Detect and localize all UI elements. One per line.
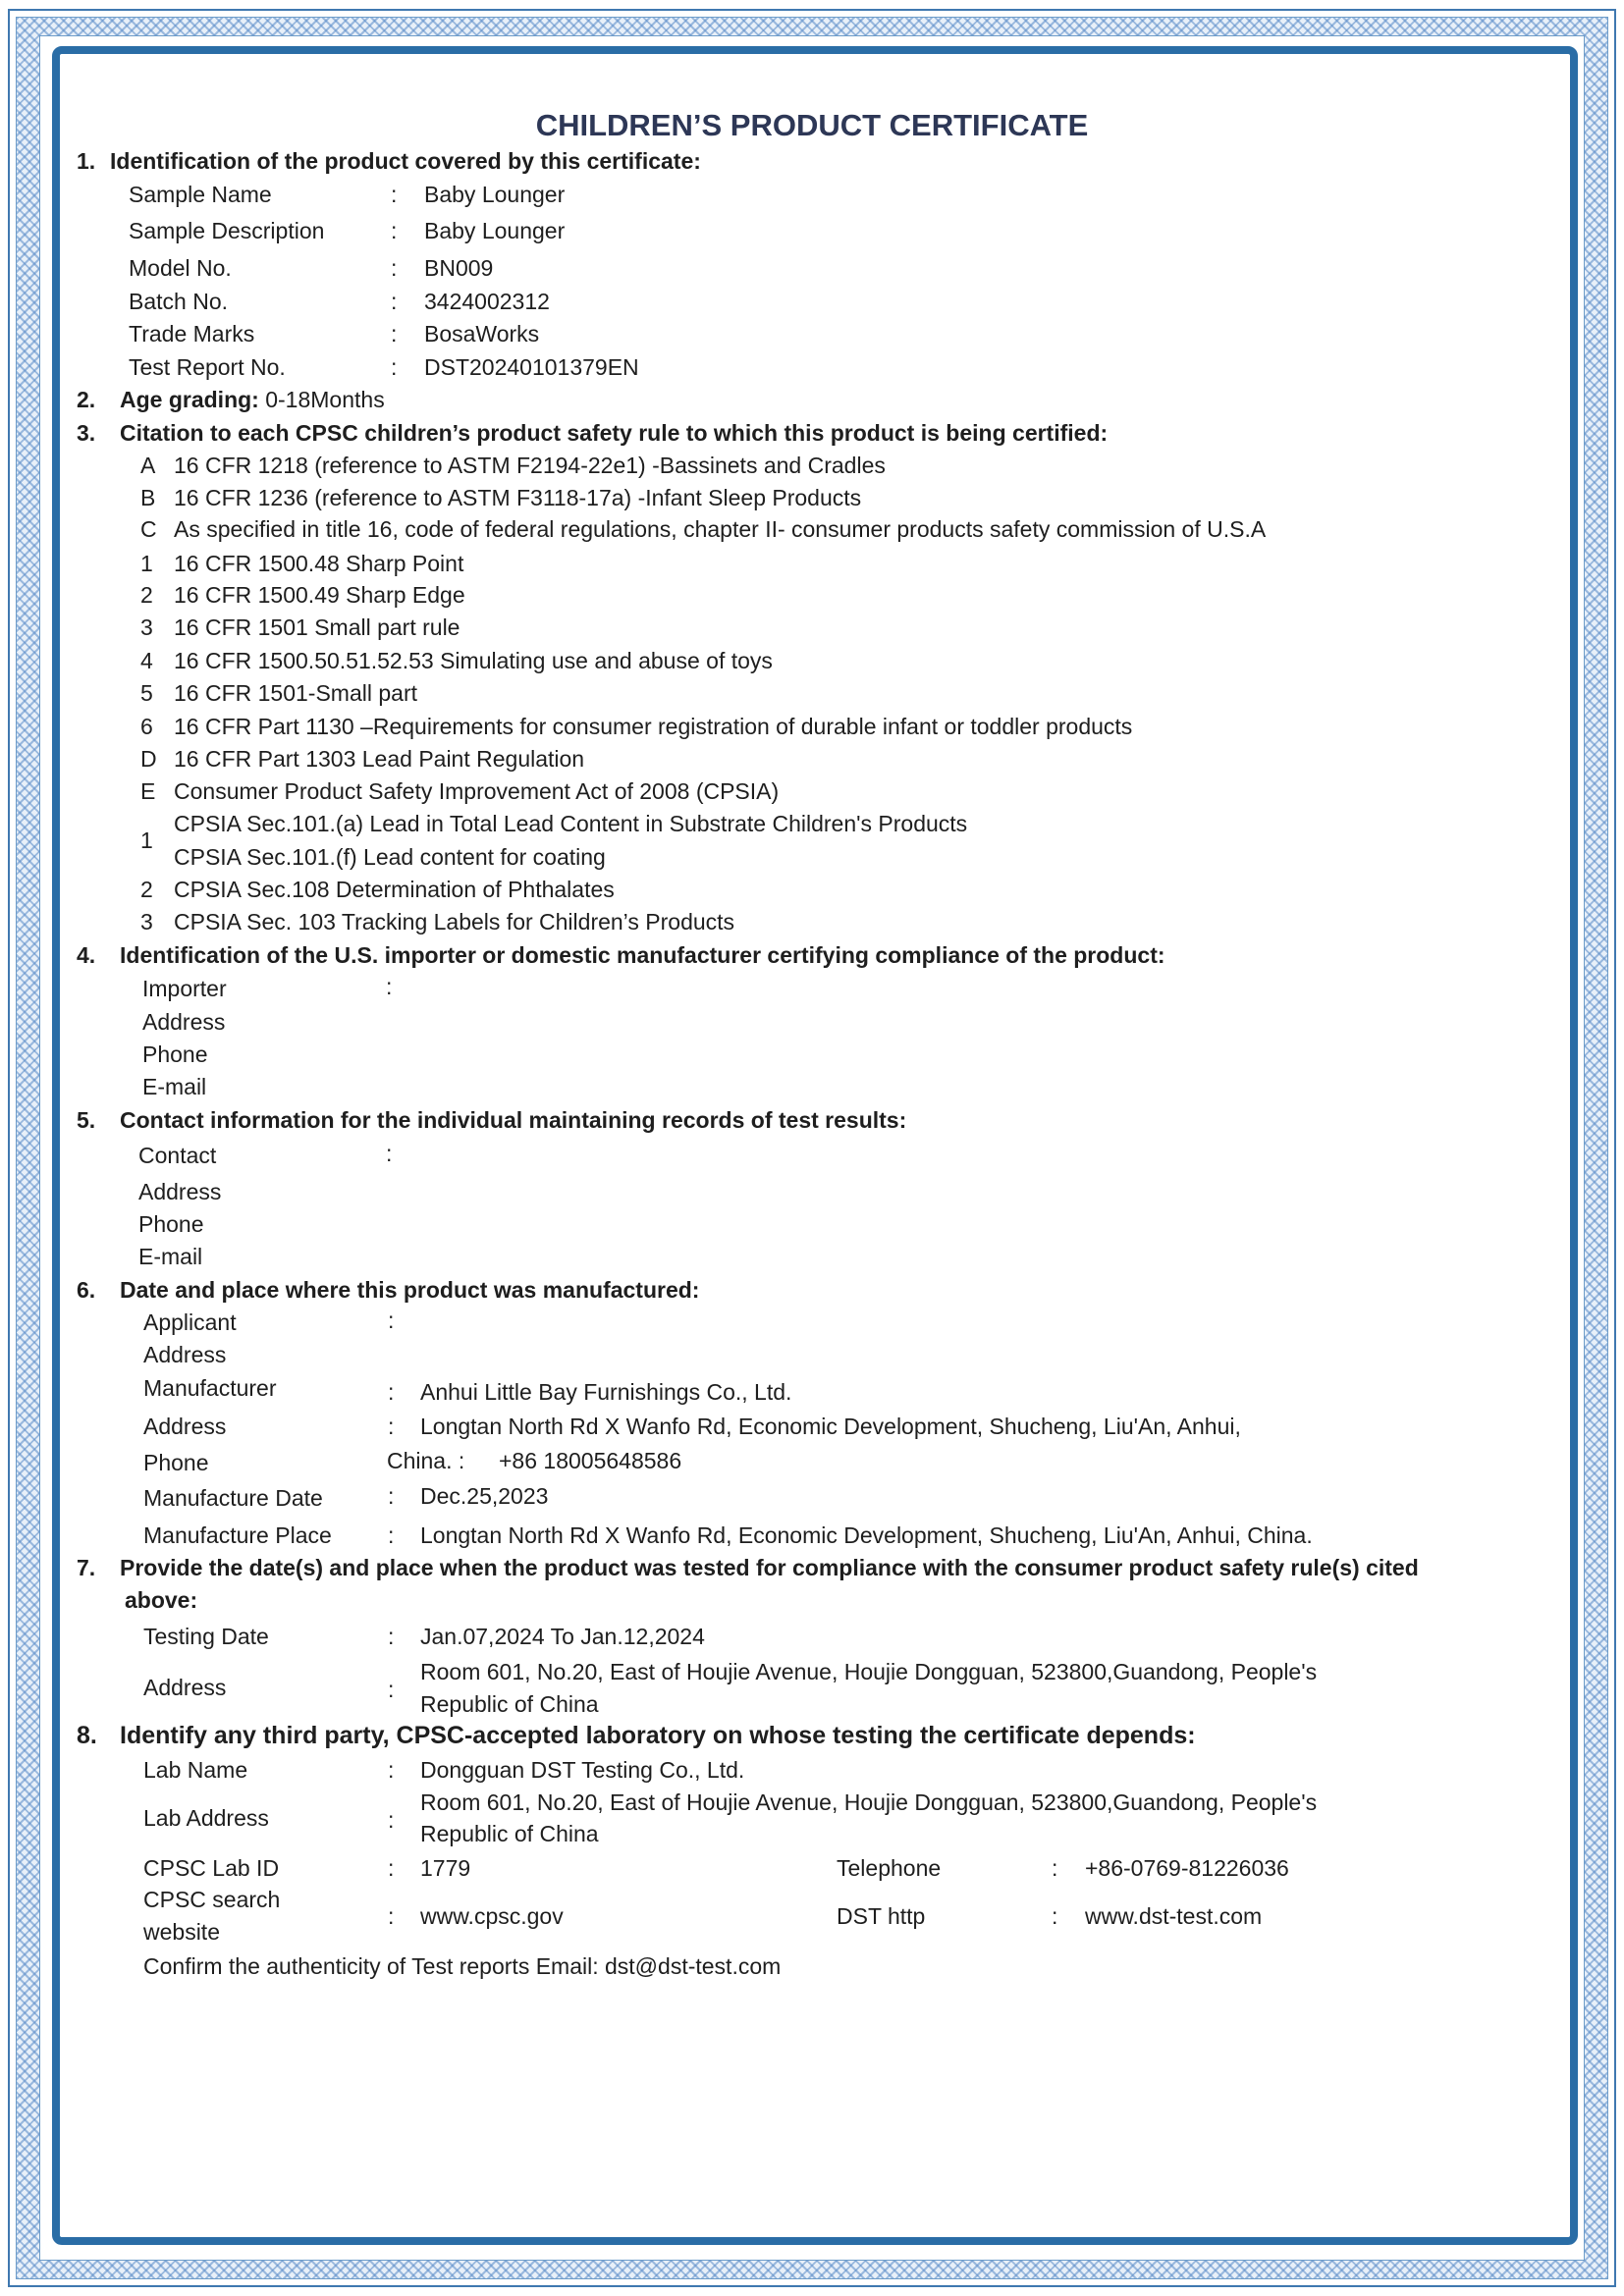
applicant-address-label: Address (143, 1342, 227, 1367)
citation-text: 16 CFR 1500.48 Sharp Point (174, 551, 464, 576)
colon: : (391, 182, 398, 207)
section-7-heading-continued: above: (125, 1587, 198, 1613)
colon: : (391, 218, 398, 243)
importer-phone-label: Phone (142, 1041, 208, 1067)
manufacture-place-value: Longtan North Rd X Wanfo Rd, Economic Development, Shucheng, Liu'An, Anhui, China. (420, 1522, 1313, 1548)
lab-name-value: Dongguan DST Testing Co., Ltd. (420, 1757, 745, 1783)
manufacturer-phone-value: +86 18005648586 (499, 1448, 682, 1473)
sample-name-label: Sample Name (129, 182, 272, 207)
citation-text: 16 CFR 1218 (reference to ASTM F2194-22e1) -Bassinets and Cradles (174, 453, 886, 478)
trade-marks-value: BosaWorks (424, 321, 540, 347)
testing-address-label: Address (143, 1675, 227, 1700)
citation-text: CPSIA Sec.108 Determination of Phthalates (174, 877, 615, 902)
section-3-heading: Citation to each CPSC children’s product safety rule to which this product is being certified: (120, 420, 1109, 446)
section-2-number: 2. (77, 387, 96, 412)
telephone-value: +86-0769-81226036 (1085, 1855, 1289, 1881)
lab-address-label: Lab Address (143, 1805, 269, 1831)
testing-address-line2: Republic of China (420, 1691, 599, 1717)
contact-email-label: E-mail (138, 1244, 203, 1269)
testing-date-value: Jan.07,2024 To Jan.12,2024 (420, 1624, 705, 1649)
citation-mark: 1 (140, 828, 153, 853)
citation-text: 16 CFR Part 1303 Lead Paint Regulation (174, 746, 585, 772)
test-report-no-label: Test Report No. (129, 354, 286, 380)
citation-mark: D (140, 746, 157, 772)
cpsc-search-label-continued: website (143, 1919, 220, 1945)
manufacture-place-label: Manufacture Place (143, 1522, 332, 1548)
age-grading-label: Age grading: (120, 387, 259, 412)
manufacturer-label: Manufacturer (143, 1375, 277, 1401)
citation-text: CPSIA Sec.101.(f) Lead content for coating (174, 844, 606, 870)
colon: : (388, 1903, 395, 1929)
section-5-number: 5. (77, 1107, 96, 1133)
applicant-label: Applicant (143, 1309, 237, 1335)
colon: : (386, 1141, 393, 1166)
section-6-number: 6. (77, 1277, 96, 1303)
contact-address-label: Address (138, 1179, 222, 1204)
sample-description-value: Baby Lounger (424, 218, 566, 243)
manufacturer-address-continued: China. : (387, 1448, 465, 1473)
importer-label: Importer (142, 976, 227, 1001)
section-5-heading: Contact information for the individual maintaining records of test results: (120, 1107, 907, 1133)
citation-mark: 2 (140, 582, 153, 608)
section-6-heading: Date and place where this product was manufactured: (120, 1277, 700, 1303)
colon: : (388, 1414, 395, 1439)
colon: : (391, 289, 398, 314)
colon: : (1052, 1903, 1058, 1929)
citation-text: 16 CFR 1501 Small part rule (174, 614, 460, 640)
lab-address-line1: Room 601, No.20, East of Houjie Avenue, Houjie Dongguan, 523800,Guandong, People's (420, 1789, 1318, 1815)
telephone-label: Telephone (837, 1855, 942, 1881)
colon: : (386, 974, 393, 999)
colon: : (388, 1757, 395, 1783)
sample-name-value: Baby Lounger (424, 182, 566, 207)
sample-description-label: Sample Description (129, 218, 325, 243)
citation-text: CPSIA Sec.101.(a) Lead in Total Lead Content in Substrate Children's Products (174, 811, 968, 836)
importer-address-label: Address (142, 1009, 226, 1035)
trade-marks-label: Trade Marks (129, 321, 255, 347)
citation-mark: E (140, 778, 156, 804)
cpsc-lab-id-label: CPSC Lab ID (143, 1855, 280, 1881)
manufacturer-value: Anhui Little Bay Furnishings Co., Ltd. (420, 1379, 792, 1405)
testing-address-line1: Room 601, No.20, East of Houjie Avenue, Houjie Dongguan, 523800,Guandong, People's (420, 1659, 1318, 1684)
manufacturer-phone-label: Phone (143, 1450, 209, 1475)
model-no-value: BN009 (424, 255, 494, 281)
colon: : (388, 1624, 395, 1649)
certificate-title: CHILDREN’S PRODUCT CERTIFICATE (535, 108, 1089, 142)
section-1-heading: Identification of the product covered by this certificate: (110, 148, 701, 174)
citation-text: As specified in title 16, code of federal regulations, chapter II- consumer products safety commission of U.S.A (174, 516, 1267, 542)
dst-http-label: DST http (837, 1903, 926, 1929)
citation-mark: 4 (140, 648, 153, 673)
citation-mark: B (140, 485, 156, 510)
section-1-number: 1. (77, 148, 96, 174)
citation-text: CPSIA Sec. 103 Tracking Labels for Children’s Products (174, 909, 735, 934)
contact-label: Contact (138, 1143, 217, 1168)
colon: : (388, 1677, 395, 1702)
model-no-label: Model No. (129, 255, 232, 281)
colon: : (391, 354, 398, 380)
citation-mark: C (140, 516, 157, 542)
lab-address-line2: Republic of China (420, 1821, 599, 1846)
section-2-line (120, 387, 385, 412)
authenticity-note: Confirm the authenticity of Test reports Email: dst@dst-test.com (143, 1953, 782, 1979)
citation-text: 16 CFR Part 1130 –Requirements for consumer registration of durable infant or toddler products (174, 714, 1133, 739)
batch-no-label: Batch No. (129, 289, 228, 314)
colon: : (391, 321, 398, 347)
section-7-number: 7. (77, 1555, 96, 1580)
colon: : (388, 1855, 395, 1881)
manufacture-date-label: Manufacture Date (143, 1485, 323, 1511)
lab-name-label: Lab Name (143, 1757, 248, 1783)
manufacturer-address-value: Longtan North Rd X Wanfo Rd, Economic Development, Shucheng, Liu'An, Anhui, (420, 1414, 1241, 1439)
citation-mark: 6 (140, 714, 153, 739)
citation-text: 16 CFR 1501-Small part (174, 680, 417, 706)
citation-mark: 3 (140, 909, 153, 934)
citation-mark: 2 (140, 877, 153, 902)
age-grading-value: 0-18Months (265, 387, 385, 412)
test-report-no-value: DST20240101379EN (424, 354, 639, 380)
citation-mark: 5 (140, 680, 153, 706)
colon: : (388, 1308, 395, 1333)
importer-email-label: E-mail (142, 1074, 207, 1099)
section-7-heading: Provide the date(s) and place when the product was tested for compliance with the consumer product safety rule(s) cited (120, 1555, 1419, 1580)
section-4-heading: Identification of the U.S. importer or domestic manufacturer certifying compliance of the product: (120, 942, 1165, 968)
colon: : (388, 1807, 395, 1833)
colon: : (388, 1522, 395, 1548)
section-3-number: 3. (77, 420, 96, 446)
testing-date-label: Testing Date (143, 1624, 269, 1649)
manufacturer-address-label: Address (143, 1414, 227, 1439)
section-8-heading: Identify any third party, CPSC-accepted laboratory on whose testing the certificate depends: (120, 1722, 1196, 1749)
contact-phone-label: Phone (138, 1211, 204, 1237)
citation-mark: 1 (140, 551, 153, 576)
colon: : (388, 1483, 395, 1509)
citation-mark: A (140, 453, 156, 478)
citation-text: 16 CFR 1236 (reference to ASTM F3118-17a) -Infant Sleep Products (174, 485, 862, 510)
colon: : (388, 1379, 395, 1405)
cpsc-lab-id-value: 1779 (420, 1855, 471, 1881)
batch-no-value: 3424002312 (424, 289, 550, 314)
colon: : (391, 255, 398, 281)
manufacture-date-value: Dec.25,2023 (420, 1483, 549, 1509)
section-4-number: 4. (77, 942, 96, 968)
colon: : (1052, 1855, 1058, 1881)
section-8-number: 8. (77, 1722, 97, 1749)
citation-mark: 3 (140, 614, 153, 640)
cpsc-search-label: CPSC search (143, 1887, 281, 1912)
citation-text: Consumer Product Safety Improvement Act of 2008 (CPSIA) (174, 778, 780, 804)
citation-text: 16 CFR 1500.50.51.52.53 Simulating use and abuse of toys (174, 648, 773, 673)
citation-text: 16 CFR 1500.49 Sharp Edge (174, 582, 465, 608)
cpsc-website-link[interactable]: www.cpsc.gov (420, 1903, 564, 1929)
dst-website-link[interactable]: www.dst-test.com (1085, 1903, 1263, 1929)
